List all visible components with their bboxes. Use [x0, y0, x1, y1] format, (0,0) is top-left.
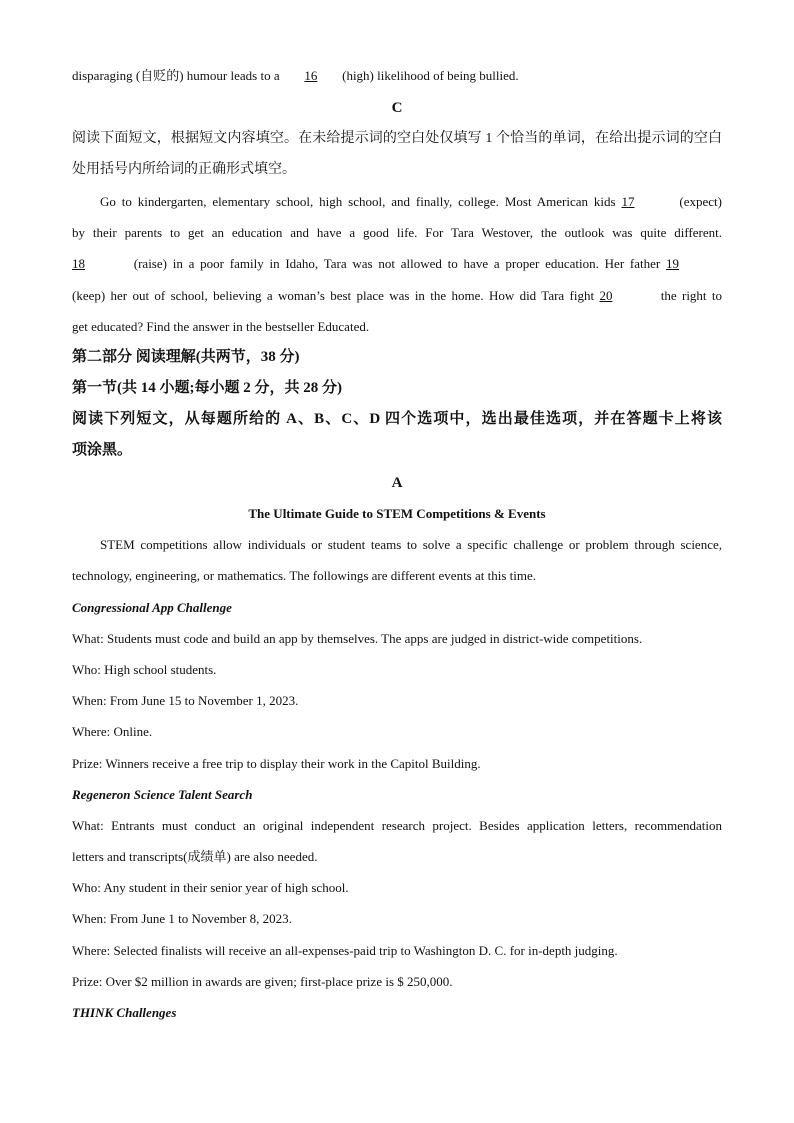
event-heading-app-challenge: Congressional App Challenge	[72, 600, 232, 615]
intro-line-1: STEM competitions allow individuals or student teams to solve a specific challenge or problem through science,	[100, 537, 722, 552]
passage-c-line-4	[72, 288, 722, 304]
text: (keep) her out of school, believing a woman’s best place was in the home. How did Tara fight	[72, 288, 600, 303]
passage-title: The Ultimate Guide to STEM Competitions & Events	[248, 506, 546, 521]
directions-line-1: 阅读下列短文，从每题所给的 A、B、C、D 四个选项中，选出最佳选项，并在答题卡上将该	[72, 411, 722, 427]
passage-c-line-5: get educated? Find the answer in the bestseller Educated.	[72, 319, 370, 334]
event2-what-2: letters and transcripts(成绩单) are also needed.	[72, 849, 318, 864]
instruction-line-1: 阅读下面短文，根据短文内容填空。在未给提示词的空白处仅填写 1 个恰当的单词，在给出提示词的空白	[72, 131, 722, 146]
blank-19: 19	[666, 256, 679, 271]
intro-line-2: technology, engineering, or mathematics. The followings are different events at this time.	[72, 568, 537, 583]
blank-16: 16	[304, 68, 318, 83]
text: (expect)	[673, 194, 722, 209]
text: Go to kindergarten, elementary school, high school, and finally, college. Most American kids	[100, 194, 622, 209]
blank-18: 18	[72, 256, 85, 271]
event1-where: Where: Online.	[72, 724, 153, 739]
event1-what: What: Students must code and build an app by themselves. The apps are judged in district-wide competitions.	[72, 631, 643, 646]
event2-who: Who: Any student in their senior year of high school.	[72, 880, 349, 895]
event1-who: Who: High school students.	[72, 662, 217, 677]
passage-b-last-line	[72, 68, 722, 84]
blank-17: 17	[621, 194, 635, 209]
event1-when: When: From June 15 to November 1, 2023.	[72, 693, 299, 708]
directions-line-2: 项涂黑。	[72, 442, 133, 458]
section-c-heading: C	[391, 100, 403, 116]
passage-c-line-2: by their parents to get an education and have a good life. For Tara Westover, the outlook was quite different.	[72, 225, 722, 240]
event1-prize: Prize: Winners receive a free trip to display their work in the Capitol Building.	[72, 756, 481, 771]
text: (high) likelihood of being bullied.	[338, 68, 519, 83]
event-heading-think: THINK Challenges	[72, 1005, 177, 1020]
part-two-heading: 第二部分 阅读理解(共两节，38 分)	[72, 349, 300, 365]
text: disparaging (自贬的) humour leads to a	[72, 68, 283, 83]
section-one-heading: 第一节(共 14 小题;每小题 2 分，共 28 分)	[72, 380, 342, 396]
passage-c-line-3	[72, 256, 722, 272]
event2-when: When: From June 1 to November 8, 2023.	[72, 911, 292, 926]
text: (raise) in a poor family in Idaho, Tara was not allowed to have a proper education. Her father	[128, 256, 666, 271]
section-a-heading: A	[391, 475, 403, 491]
event2-prize: Prize: Over $2 million in awards are given; first-place prize is $ 250,000.	[72, 974, 453, 989]
event-heading-regeneron: Regeneron Science Talent Search	[72, 787, 253, 802]
passage-c-line-1	[100, 194, 722, 210]
blank-20: 20	[599, 288, 613, 303]
instruction-line-2: 处用括号内所给词的正确形式填空。	[72, 162, 296, 177]
event2-what-1: What: Entrants must conduct an original independent research project. Besides application letters, recommendation	[72, 818, 722, 833]
text: the right to	[655, 288, 722, 303]
event2-where: Where: Selected finalists will receive an all-expenses-paid trip to Washington D. C. for in-depth judging.	[72, 943, 618, 958]
